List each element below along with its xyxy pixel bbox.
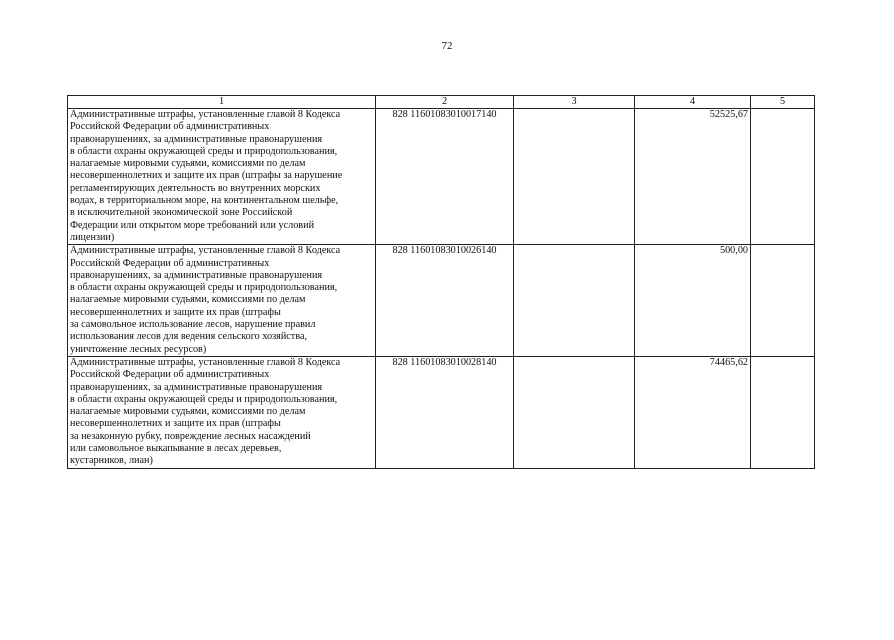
row-code: 828 11601083010017140 <box>376 109 514 245</box>
row-col3 <box>514 245 635 357</box>
table-body <box>68 109 815 469</box>
row-col5 <box>751 356 815 468</box>
table-row <box>68 109 815 245</box>
row-col3 <box>514 109 635 245</box>
row-amount: 500,00 <box>635 245 751 357</box>
table-row <box>68 356 815 468</box>
table-row <box>68 245 815 357</box>
row-col5 <box>751 109 815 245</box>
header-row <box>68 96 815 109</box>
page-number: 72 <box>441 40 453 52</box>
table-header <box>68 96 815 109</box>
row-col3 <box>514 356 635 468</box>
row-description: Административные штрафы, установленные главой 8 Кодекса Российской Федерации об административных правонарушениях, за административные правонарушения в области охраны окружающей среды и природопользования, налагаемые мировыми судьями, комиссиями по делам несовершеннолетних и защите их прав (штрафы за самовольное использование лесов, нарушение правил использования лесов для ведения сельского хозяйства, уничтожение лесных ресурсов) <box>68 245 376 357</box>
row-col5 <box>751 245 815 357</box>
row-description: Административные штрафы, установленные главой 8 Кодекса Российской Федерации об административных правонарушениях, за административные правонарушения в области охраны окружающей среды и природопользования, налагаемые мировыми судьями, комиссиями по делам несовершеннолетних и защите их прав (штрафы за незаконную рубку, повреждение лесных насаждений или самовольное выкапывание в лесах деревьев, кустарников, лиан) <box>68 356 376 468</box>
header-col-5: 5 <box>751 96 815 109</box>
header-col-2: 2 <box>376 96 514 109</box>
row-amount: 52525,67 <box>635 109 751 245</box>
header-col-1: 1 <box>68 96 376 109</box>
row-description: Административные штрафы, установленные главой 8 Кодекса Российской Федерации об административных правонарушениях, за административные правонарушения в области охраны окружающей среды и природопользования, налагаемые мировыми судьями, комиссиями по делам несовершеннолетних и защите их прав (штрафы за нарушение регламентирующих деятельность во внутренних морских водах, в территориальном море, на континентальном шельфе, в исключительной экономической зоне Российской Федерации или открытом море требований или условий лицензии) <box>68 109 376 245</box>
row-code: 828 11601083010028140 <box>376 356 514 468</box>
header-col-4: 4 <box>635 96 751 109</box>
row-amount: 74465,62 <box>635 356 751 468</box>
revenue-table <box>67 95 815 469</box>
row-code: 828 11601083010026140 <box>376 245 514 357</box>
header-col-3: 3 <box>514 96 635 109</box>
